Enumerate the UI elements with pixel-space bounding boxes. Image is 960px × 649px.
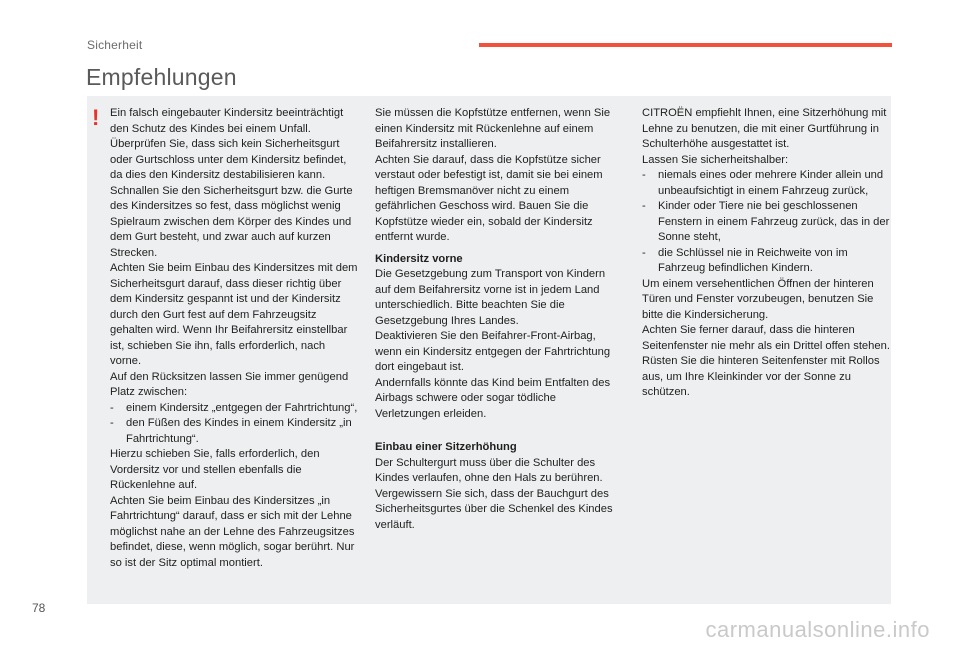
dash-list xyxy=(110,401,358,448)
paragraph: Der Schultergurt muss über die Schulter des Kindes verlaufen, ohne den Hals zu berühren. xyxy=(375,456,603,484)
column-left xyxy=(110,106,358,571)
paragraph: Lassen Sie sicherheitshalber: xyxy=(642,153,789,166)
list-item: - den Füßen des Kindes in einem Kindersitz „in Fahrtrichtung“. xyxy=(110,417,352,445)
column-middle xyxy=(375,106,622,533)
paragraph: Andernfalls könnte das Kind beim Entfalten des Airbags schwere oder sogar tödliche Verletzungen erleiden. xyxy=(375,376,611,420)
page-title: Empfehlungen xyxy=(86,64,237,90)
paragraph: Überprüfen Sie, dass sich kein Sicherheitsgurt oder Gurtschloss unter dem Kindersitz befindet, da dies den Kindersitz destabilisieren kann. xyxy=(110,138,347,181)
column-right xyxy=(642,106,890,401)
paragraph: Auf den Rücksitzen lassen Sie immer genügend Platz zwischen: xyxy=(110,370,349,398)
paragraph: Ein falsch eingebauter Kindersitz beeinträchtigt den Schutz des Kindes bei einem Unfall. xyxy=(110,107,344,135)
paragraph: Schnallen Sie den Sicherheitsgurt bzw. die Gurte des Kindersitzes so fest, dass möglichst wenig Spielraum zwischen dem Körper des Kindes und dem Gurt besteht, und zwar auch auf kurzen Strecken. xyxy=(110,184,353,259)
subheading-booster-seat: Einbau einer Sitzerhöhung xyxy=(375,441,517,453)
paragraph: Rüsten Sie die hinteren Seitenfenster mit Rollos aus, um Ihre Kleinkinder vor der Sonne zu schützen. xyxy=(642,355,880,398)
paragraph: Sie müssen die Kopfstütze entfernen, wenn Sie einen Kindersitz mit Rückenlehne auf einem Beifahrersitz installieren. xyxy=(375,107,611,150)
paragraph: CITROËN empfiehlt Ihnen, eine Sitzerhöhung mit Lehne zu benutzen, die mit einer Gurtführung in Schulterhöhe ausgestattet ist. xyxy=(642,107,887,150)
list-item: - die Schlüssel nie in Reichweite von im Fahrzeug befindlichen Kindern. xyxy=(642,246,848,274)
paragraph: Achten Sie ferner darauf, dass die hinteren Seitenfenster nie mehr als ein Drittel offen stehen. xyxy=(642,324,890,352)
section-rule xyxy=(479,43,892,47)
paragraph: Um einem versehentlichen Öffnen der hinteren Türen und Fenster vorzubeugen, benutzen Sie bitte die Kindersicherung. xyxy=(642,277,874,321)
paragraph: Deaktivieren Sie den Beifahrer-Front-Airbag, wenn ein Kindersitz entgegen der Fahrtrichtung dort eingebaut ist. xyxy=(375,330,611,373)
paragraph: Achten Sie beim Einbau des Kindersitzes mit dem Sicherheitsgurt darauf, dass dieser richtig über dem Kindersitz gespannt ist und der Kindersitz durch den Gurt fest auf dem Fahrzeugsitz gehalten wird. Wenn Ihr Beifahrersitz einstellbar ist, schieben Sie ihn, falls erforderlich, nach vorne. xyxy=(110,262,358,367)
watermark: carmanualsonline.info xyxy=(705,617,930,642)
list-item: - einem Kindersitz „entgegen der Fahrtrichtung“, xyxy=(110,401,358,414)
paragraph: Hierzu schieben Sie, falls erforderlich, den Vordersitz vor und stellen ebenfalls die Rückenlehne auf. xyxy=(110,448,320,491)
subheading-front-seat: Kindersitz vorne xyxy=(375,252,463,265)
warning-icon: ! xyxy=(92,105,100,130)
paragraph: Achten Sie beim Einbau des Kindersitzes „in Fahrtrichtung“ darauf, dass er sich mit der Lehne möglichst nahe an der Lehne des Fahrzeugsitzes befindet, diese, wenn möglich, sogar berührt. Nur so ist der Sitz optimal montiert. xyxy=(110,494,355,569)
page-number: 78 xyxy=(32,601,46,615)
section-label: Sicherheit xyxy=(87,38,143,52)
list-item: - niemals eines oder mehrere Kinder allein und unbeaufsichtigt in einem Fahrzeug zurück, xyxy=(642,169,884,197)
paragraph: Vergewissern Sie sich, dass der Bauchgurt des Sicherheitsgurtes über die Schenkel des Kindes verläuft. xyxy=(375,487,613,531)
list-item: - Kinder oder Tiere nie bei geschlossenen Fenstern in einem Fahrzeug zurück, das in der Sonne steht, xyxy=(642,200,890,243)
paragraph: Die Gesetzgebung zum Transport von Kindern auf dem Beifahrersitz vorne ist in jedem Land unterschiedlich. Bitte beachten Sie die Gesetzgebung Ihres Landes. xyxy=(375,268,606,327)
paragraph: Achten Sie darauf, dass die Kopfstütze sicher verstaut oder befestigt ist, damit sie bei einem heftigen Bremsmanöver nicht zu einem gefährlichen Geschoss wird. Bauen Sie die Kopfstütze wieder ein, sobald der Kindersitz entfernt wurde. xyxy=(375,153,603,243)
dash-list xyxy=(642,168,890,277)
